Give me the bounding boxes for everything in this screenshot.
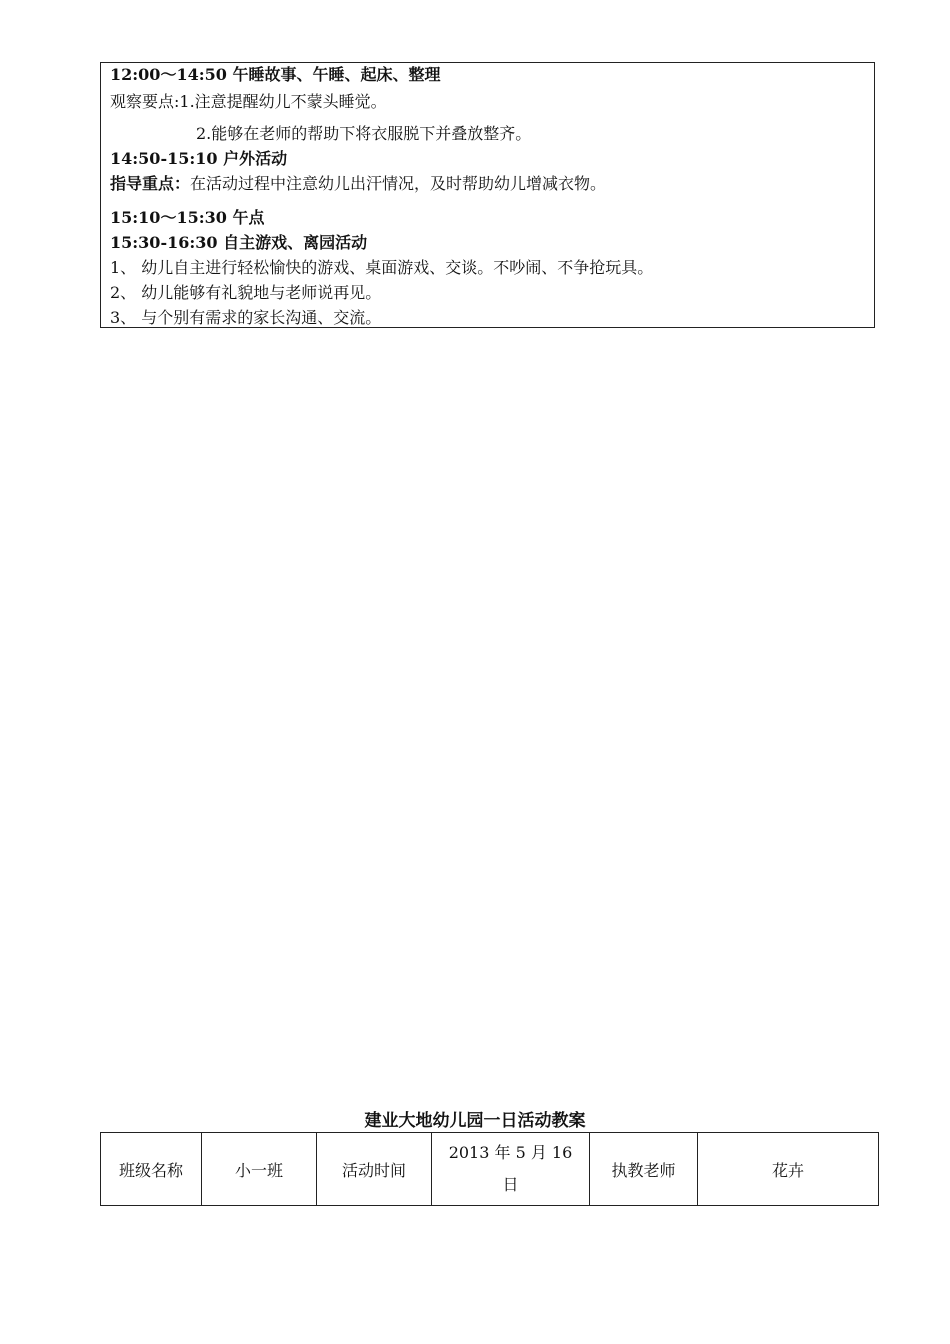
free-play-heading: 15:30-16:30 自主游戏、离园活动 (110, 233, 368, 252)
guide-label: 指导重点： (110, 174, 191, 193)
observe-point-1: 观察要点:1.注意提醒幼儿不蒙头睡觉。 (110, 92, 387, 111)
plan-title: 建业大地幼儿园一日活动教案 (364, 1111, 586, 1131)
list-item: 2、 幼儿能够有礼貌地与老师说再见。 (110, 283, 382, 302)
list-item: 3、 与个别有需求的家长沟通、交流。 (110, 308, 382, 327)
snack-heading: 15:10～15:30 午点 (110, 208, 265, 227)
list-item: 1、 幼儿自主进行轻松愉快的游戏、桌面游戏、交谈。不吵闹、不争抢玩具。 (110, 258, 654, 277)
activity-time-label: 活动时间 (317, 1133, 432, 1206)
nap-heading: 12:00～14:50 午睡故事、午睡、起床、整理 (110, 65, 441, 84)
plan-info-table (100, 1132, 879, 1206)
teacher-label: 执教老师 (590, 1133, 698, 1206)
class-name-value: 小一班 (202, 1133, 317, 1206)
observe-point-2: 2.能够在老师的帮助下将衣服脱下并叠放整齐。 (196, 124, 532, 143)
guide-text: 在活动过程中注意幼儿出汗情况，及时帮助幼儿增减衣物。 (190, 174, 607, 193)
schedule-box (100, 62, 875, 328)
guide-line (110, 174, 606, 194)
teacher-value: 花卉 (698, 1133, 879, 1206)
outdoor-heading: 14:50-15:10 户外活动 (110, 149, 288, 168)
activity-date (432, 1133, 590, 1206)
activity-date-line2: 日 (502, 1175, 519, 1194)
class-name-label: 班级名称 (101, 1133, 202, 1206)
activity-date-line1: 2013 年 5 月 16 (448, 1143, 573, 1162)
